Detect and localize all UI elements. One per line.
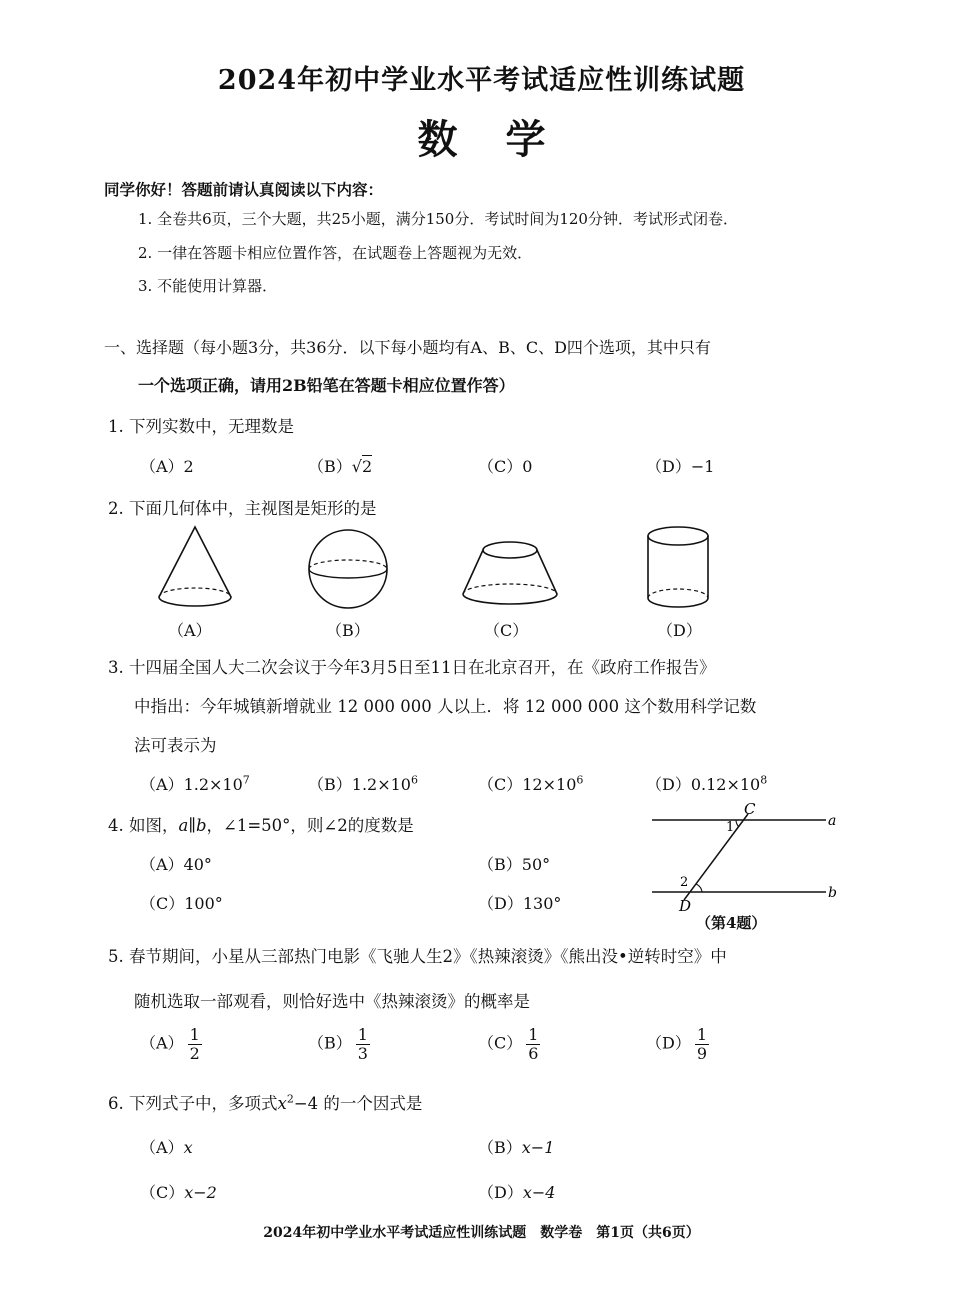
fraction bbox=[356, 1026, 370, 1062]
denominator: 6 bbox=[528, 1043, 539, 1063]
option-label: （B） bbox=[308, 457, 352, 476]
label-c: C bbox=[744, 800, 756, 818]
option-expression: x−4 bbox=[522, 1183, 556, 1202]
parallel-expression: a∥b bbox=[178, 816, 207, 835]
option-expression: x−2 bbox=[184, 1183, 217, 1202]
q2-label-c: （C） bbox=[484, 621, 529, 640]
stem-prefix: 6. 下列式子中，多项式 bbox=[108, 1094, 278, 1113]
option-value: 1.2×10 bbox=[183, 775, 243, 794]
q2-label-d: （D） bbox=[657, 621, 702, 640]
denominator: 9 bbox=[696, 1043, 708, 1063]
label-a: a bbox=[828, 813, 837, 829]
numerator: 1 bbox=[357, 1025, 368, 1044]
option-value: 0.12×10 bbox=[690, 775, 761, 794]
section-heading: 一、选择题（每小题3分，共36分．以下每小题均有A、B、C、D四个选项，其中只有 bbox=[104, 338, 711, 357]
sqrt-radicand: 2 bbox=[361, 457, 373, 476]
cylinder-figure bbox=[645, 524, 715, 616]
denominator: 2 bbox=[189, 1043, 200, 1063]
q1-option-d: （D）−1 bbox=[646, 457, 715, 476]
numerator: 1 bbox=[696, 1025, 708, 1044]
q4-option-a: （A）40° bbox=[140, 855, 212, 874]
q1-option-c: （C）0 bbox=[478, 457, 533, 476]
option-label: （D） bbox=[646, 775, 691, 794]
q6-option-a bbox=[140, 1135, 193, 1158]
fraction bbox=[526, 1026, 540, 1062]
question-3-stem: 3. 十四届全国人大二次会议于今年3月5日至11日在北京召开，在《政府工作报告》 bbox=[108, 658, 716, 677]
q6-option-b bbox=[478, 1135, 554, 1158]
question-1-stem: 1. 下列实数中，无理数是 bbox=[108, 417, 294, 436]
stem-suffix: ，∠1=50°，则∠2的度数是 bbox=[206, 816, 414, 835]
label-angle-1: 1 bbox=[726, 820, 735, 835]
option-label: （C） bbox=[478, 1033, 523, 1053]
subject-title: 数学 bbox=[417, 116, 594, 163]
stem-suffix: −4 的一个因式是 bbox=[293, 1094, 423, 1113]
label-angle-2: 2 bbox=[680, 875, 689, 890]
exponent: 8 bbox=[760, 773, 768, 787]
fraction bbox=[695, 1026, 709, 1062]
exponent: 2 bbox=[286, 1092, 294, 1106]
exponent: 6 bbox=[576, 773, 584, 787]
question-5-stem: 5. 春节期间，小星从三部热门电影《飞驰人生2》《热辣滚烫》《熊出没•逆转时空》中 bbox=[108, 947, 727, 966]
option-label: （D） bbox=[478, 1183, 523, 1202]
q1-option-a: （A）2 bbox=[140, 457, 194, 476]
q3-option-a bbox=[140, 772, 250, 795]
q3-option-c bbox=[478, 772, 583, 795]
option-label: （A） bbox=[140, 1138, 184, 1157]
option-label: （B） bbox=[308, 775, 352, 794]
q5-option-a bbox=[140, 1026, 202, 1062]
option-label: （B） bbox=[478, 1138, 522, 1157]
option-label: （C） bbox=[478, 775, 523, 794]
option-expression: x bbox=[183, 1138, 193, 1157]
q1-option-b bbox=[308, 454, 372, 477]
denominator: 3 bbox=[357, 1043, 368, 1063]
question-3-stem-cont: 中指出：今年城镇新增就业 12 000 000 人以上．将 12 000 000 这个数用科学记数 bbox=[134, 697, 757, 716]
angle-1-arc bbox=[736, 820, 739, 827]
instruction-item: 1. 全卷共6页，三个大题，共25小题，满分150分．考试时间为120分钟．考试形式闭卷． bbox=[138, 210, 738, 228]
q4-option-c: （C）100° bbox=[140, 894, 223, 913]
q4-option-d: （D）130° bbox=[478, 894, 562, 913]
q6-option-c bbox=[140, 1180, 217, 1203]
q6-option-d bbox=[478, 1180, 555, 1203]
option-label: （A） bbox=[140, 775, 184, 794]
sqrt-sign: √ bbox=[351, 457, 362, 476]
option-label: （C） bbox=[140, 1183, 185, 1202]
question-2-stem: 2. 下面几何体中，主视图是矩形的是 bbox=[108, 499, 377, 518]
exponent: 6 bbox=[410, 773, 418, 787]
question-5-stem-cont: 随机选取一部观看，则恰好选中《热辣滚烫》的概率是 bbox=[134, 992, 530, 1011]
instruction-item: 3. 不能使用计算器． bbox=[138, 277, 278, 295]
numerator: 1 bbox=[189, 1025, 200, 1044]
page-footer: 2024年初中学业水平考试适应性训练试题 数学卷 第1页（共6页） bbox=[263, 1225, 700, 1241]
label-d: D bbox=[679, 897, 692, 915]
q3-option-b bbox=[308, 772, 418, 795]
option-value: 1.2×10 bbox=[351, 775, 411, 794]
question-6-stem bbox=[108, 1090, 422, 1114]
cone-figure bbox=[155, 525, 235, 615]
exponent: 7 bbox=[242, 773, 250, 787]
q5-option-b bbox=[308, 1026, 370, 1062]
option-expression: x−1 bbox=[521, 1138, 555, 1157]
variable-x: x bbox=[277, 1094, 287, 1113]
stem-prefix: 4. 如图， bbox=[108, 816, 179, 835]
sphere-figure bbox=[306, 527, 392, 613]
q2-label-b: （B） bbox=[326, 621, 370, 640]
instructions-greeting: 同学你好！答题前请认真阅读以下内容： bbox=[104, 180, 384, 199]
q5-option-c bbox=[478, 1026, 540, 1062]
instruction-item: 2. 一律在答题卡相应位置作答，在试题卷上答题视为无效． bbox=[138, 244, 533, 262]
q2-label-a: （A） bbox=[168, 621, 212, 640]
q4-option-b: （B）50° bbox=[478, 855, 551, 874]
option-label: （B） bbox=[308, 1033, 352, 1053]
q5-option-d bbox=[646, 1026, 709, 1062]
figure-caption: （第4题） bbox=[696, 914, 767, 932]
fraction bbox=[188, 1026, 202, 1062]
section-heading-cont: 一个选项正确，请用2B铅笔在答题卡相应位置作答） bbox=[138, 376, 515, 395]
numerator: 1 bbox=[528, 1025, 539, 1044]
frustum-figure bbox=[460, 540, 560, 610]
option-label: （D） bbox=[646, 1033, 691, 1053]
question-4-stem bbox=[108, 812, 414, 836]
angle-2-arc bbox=[696, 884, 702, 892]
q3-option-d bbox=[646, 772, 767, 795]
exam-title: 2024年初中学业水平考试适应性训练试题 bbox=[217, 65, 746, 96]
option-value: 12×10 bbox=[522, 775, 577, 794]
option-label: （A） bbox=[140, 1033, 184, 1053]
label-b: b bbox=[828, 885, 837, 901]
question-3-stem-cont: 法可表示为 bbox=[134, 736, 217, 755]
